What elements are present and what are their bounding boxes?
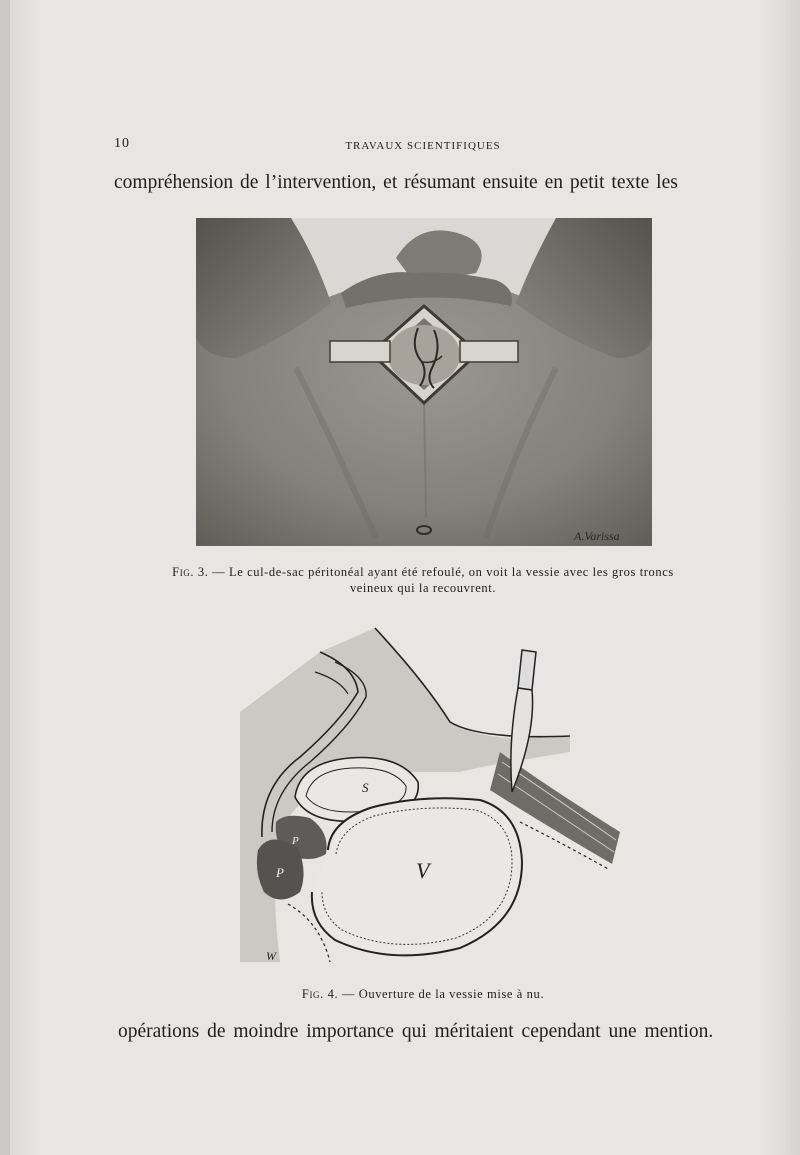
figure-4-caption-text: — Ouverture de la vessie mise à nu. <box>338 987 545 1001</box>
figure-3-illustration <box>196 218 652 546</box>
figure-4-caption <box>150 986 696 1002</box>
figure-4-caption-label: Fig. 4. <box>301 987 339 1001</box>
figure-4-illustration <box>240 622 630 972</box>
page-edge <box>0 0 10 1155</box>
label-s: S <box>362 780 369 795</box>
page-number: 10 <box>114 136 130 151</box>
figure-3-signature: A.Varissa <box>574 529 620 543</box>
figure-4-initials: W <box>266 949 276 963</box>
label-p-lower: P <box>276 865 284 880</box>
figure-3-caption <box>150 564 696 596</box>
figure-3-caption-text: — Le cul-de-sac péritonéal ayant été refoulé, on voit la vessie avec les gros troncs veineux qui la recouvrent. <box>208 565 674 595</box>
label-p-upper: P <box>292 835 299 847</box>
label-v: V <box>416 858 430 883</box>
body-text-line-bottom: opérations de moindre importance qui méritaient cependant une mention. <box>118 1021 714 1042</box>
body-text-line-top: compréhension de l’intervention, et résumant ensuite en petit texte les <box>114 172 678 193</box>
running-title: TRAVAUX SCIENTIFIQUES <box>345 140 501 152</box>
figure-3-caption-label: Fig. 3. <box>172 565 209 579</box>
